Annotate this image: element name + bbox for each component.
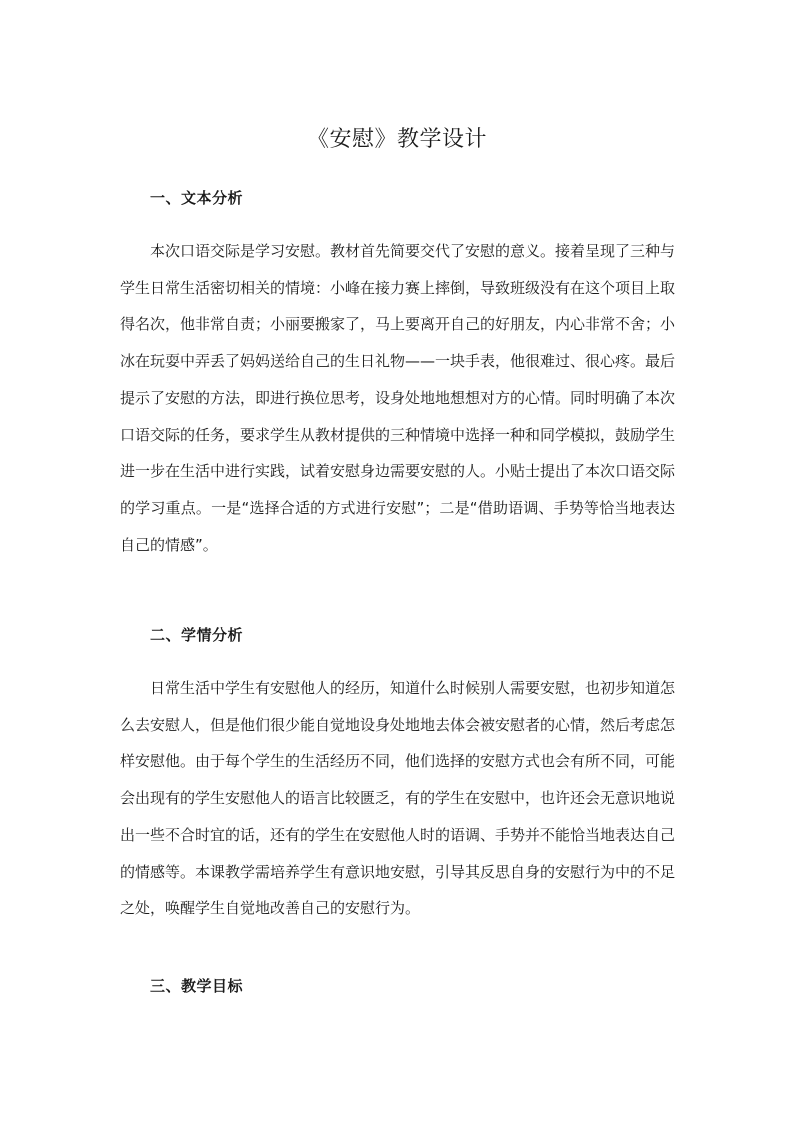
section-heading-text-analysis: 一、文本分析 — [150, 189, 244, 207]
section-paragraph-text-analysis: 本次口语交际是学习安慰。教材首先简要交代了安慰的意义。接着呈现了三种与学生日常生活密切相关的情境：小峰在接力赛上摔倒，导致班级没有在这个项目上取得名次，他非常自责；小丽要搬家了，马上要离开自己的好朋友，内心非常不舍；小冰在玩耍中弄丢了妈妈送给自己的生日礼物——一块手表，他很难过、很心疼。最后提示了安慰的方法，即进行换位思考，设身处地地想想对方的心情。同时明确了本次口语交际的任务，要求学生从教材提供的三种情境中选择一种和同学模拟，鼓励学生进一步在生活中进行实践，试着安慰身边需要安慰的人。小贴士提出了本次口语交际的学习重点。一是“选择合适的方式进行安慰”；二是“借助语调、手势等恰当地表达自己的情感”。 — [120, 242, 676, 554]
section-heading-student-analysis: 二、学情分析 — [150, 626, 244, 644]
document-title: 《安慰》教学设计 — [306, 127, 487, 152]
section-heading-teaching-objectives: 三、教学目标 — [150, 977, 244, 995]
section-paragraph-student-analysis: 日常生活中学生有安慰他人的经历，知道什么时候别人需要安慰，也初步知道怎么去安慰人，但是他们很少能自觉地设身处地地去体会被安慰者的心情，然后考虑怎样安慰他。由于每个学生的生活经历不同，他们选择的安慰方式也会有所不同，可能会出现有的学生安慰他人的语言比较匮乏，有的学生在安慰中，也许还会无意识地说出一些不合时宜的话，还有的学生在安慰他人时的语调、手势并不能恰当地表达自己的情感等。本课教学需培养学生有意识地安慰，引导其反思自身的安慰行为中的不足之处，唤醒学生自觉地改善自己的安慰行为。 — [120, 679, 676, 918]
